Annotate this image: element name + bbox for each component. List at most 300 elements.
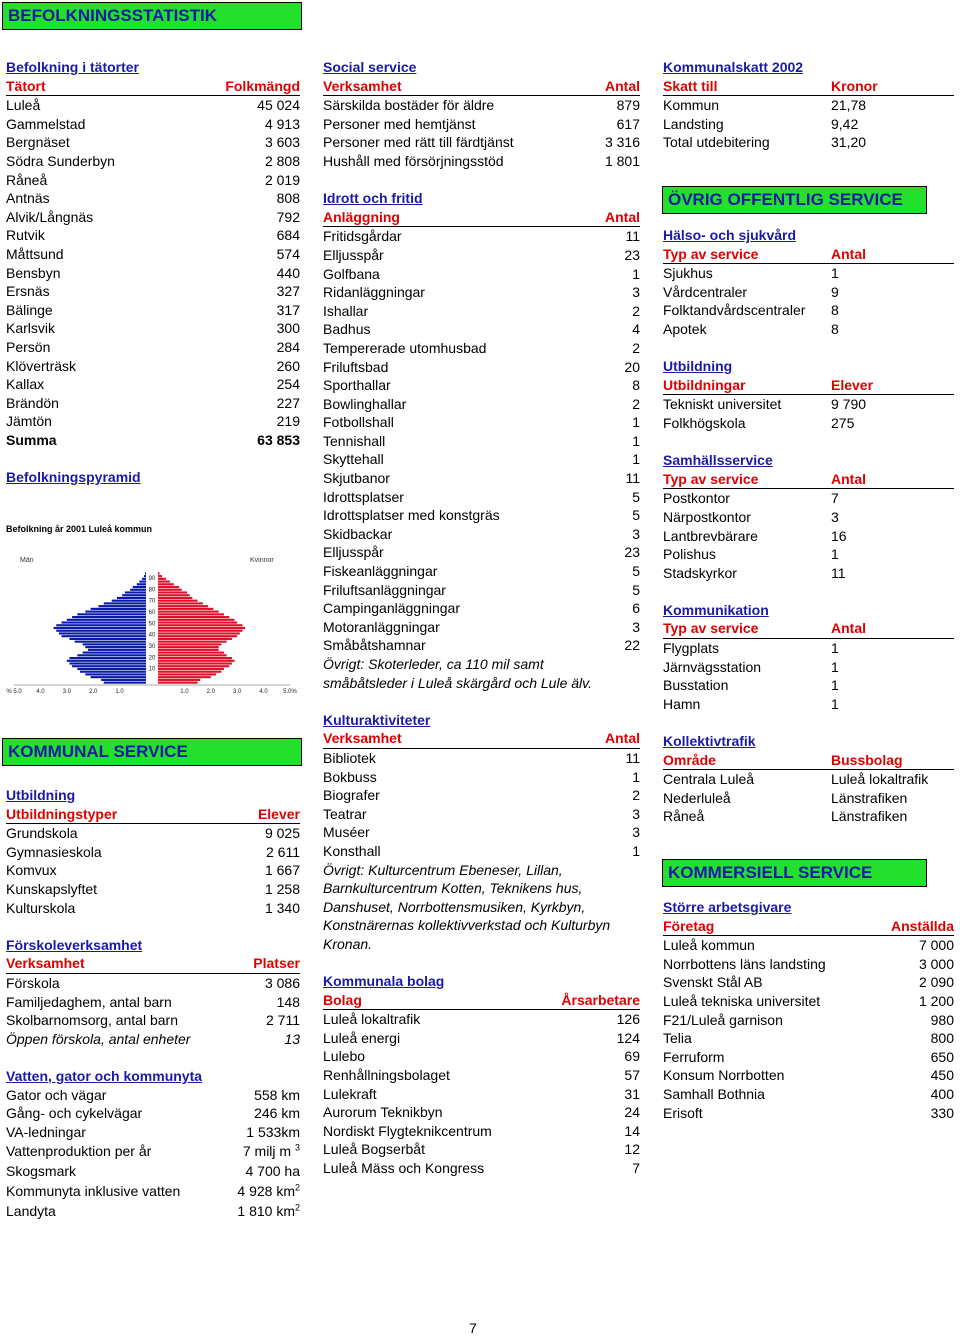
- table-row: [663, 789, 954, 808]
- table-row: [663, 264, 954, 283]
- table-cell: 31,20: [831, 134, 867, 151]
- table-cell: Luleå lokaltrafik: [831, 771, 929, 788]
- table-cell: 800: [930, 1030, 954, 1047]
- table-cell: 22: [624, 637, 640, 654]
- pyramid-right-label: Kvinnor: [250, 557, 274, 564]
- table-cell: Södra Sunderbyn: [6, 152, 115, 169]
- pyramid-bar: [158, 586, 179, 588]
- table-cell: Förskola: [6, 974, 60, 991]
- bolag-header: Bolag Årsarbetare: [323, 991, 640, 1011]
- vattenprod-row: Vattenproduktion per år 7 milj m $^3$: [6, 1142, 300, 1160]
- table-row: [323, 749, 640, 768]
- pyramid-bar: [67, 660, 146, 662]
- table-cell: 558 km: [254, 1086, 300, 1103]
- table-cell: Jämtön: [6, 413, 52, 430]
- table-row: [6, 993, 300, 1012]
- main-title: BEFOLKNINGSSTATISTIK: [8, 6, 218, 25]
- pyramid-bar: [72, 616, 146, 618]
- table-cell: Länstrafiken: [831, 808, 908, 825]
- table-cell: 3 316: [604, 134, 640, 151]
- table-cell: 1: [831, 658, 839, 675]
- pyramid-bar: [158, 682, 198, 684]
- table-row: [663, 973, 954, 992]
- table-cell: 4 913: [264, 115, 300, 132]
- table-row: [6, 1086, 300, 1105]
- pyramid-bar: [158, 575, 162, 577]
- table-cell: 1: [831, 546, 839, 563]
- pyramid-bar: [62, 635, 146, 637]
- pyramid-bar: [69, 662, 146, 664]
- ovrig-utb-title: Utbildning: [663, 358, 733, 375]
- table-cell: 2: [632, 339, 640, 356]
- table-cell: Telia: [663, 1030, 692, 1047]
- table-cell: Luleå tekniska universitet: [663, 992, 821, 1009]
- table-cell: Ridanläggningar: [323, 284, 425, 301]
- pyramid-bar: [158, 589, 182, 591]
- table-cell: 7 000: [918, 937, 954, 954]
- pyramid-chart: [6, 534, 298, 694]
- pyramid-bar: [137, 583, 146, 585]
- ovrig-utb-header: Utbildningar Elever: [663, 376, 954, 396]
- table-cell: Brändön: [6, 394, 59, 411]
- pyramid-bar: [158, 649, 219, 651]
- table-cell: 1 667: [264, 862, 300, 879]
- pyramid-age-label: 70: [148, 598, 156, 605]
- table-row: [6, 824, 300, 843]
- table-cell: 808: [276, 190, 300, 207]
- table-row: [323, 283, 640, 302]
- table-row: [6, 394, 300, 413]
- tatorter-header: Tätort Folkmängd: [6, 77, 300, 97]
- samhall-title: Samhällsservice: [663, 452, 773, 469]
- table-row: [663, 283, 954, 302]
- table-row: [323, 506, 640, 525]
- table-row: [663, 1085, 954, 1104]
- table-cell: Ishallar: [323, 302, 369, 319]
- table-cell: 7: [632, 1160, 640, 1177]
- komm-header: Typ av service Antal: [663, 619, 954, 639]
- table-cell: 275: [831, 414, 855, 431]
- vatten-table: [6, 1086, 300, 1142]
- table-cell: 879: [616, 97, 640, 114]
- table-cell: Nederluleå: [663, 789, 731, 806]
- samhall-table: [663, 489, 954, 582]
- table-cell: 650: [930, 1048, 954, 1065]
- pyramid-bar: [62, 621, 146, 623]
- kultur-title: Kulturaktiviteter: [323, 711, 431, 728]
- table-row: [323, 805, 640, 824]
- pyramid-bar: [158, 602, 203, 604]
- table-cell: 11: [625, 749, 640, 766]
- table-cell: 574: [276, 245, 300, 262]
- table-cell: 5: [632, 563, 640, 580]
- table-row: [323, 1029, 640, 1048]
- table-cell: 1: [632, 432, 640, 449]
- kommunal-content: [6, 786, 300, 1221]
- table-cell: Motoranläggningar: [323, 618, 440, 635]
- table-row: [663, 695, 954, 714]
- table-cell: 23: [624, 544, 640, 561]
- table-row: [323, 1159, 640, 1178]
- table-cell: Luleå: [6, 97, 41, 114]
- table-row: [323, 1085, 640, 1104]
- table-cell: Skjutbanor: [323, 470, 390, 487]
- table-row: [323, 227, 640, 246]
- pyramid-bar: [145, 572, 146, 574]
- table-row: [663, 1029, 954, 1048]
- table-row: [6, 861, 300, 880]
- pyramid-tick-label: % 5.0: [6, 689, 22, 694]
- page-number: 7: [469, 1320, 477, 1336]
- pyramid-bar: [158, 676, 211, 678]
- table-cell: Badhus: [323, 321, 371, 338]
- pyramid-bar: [85, 611, 146, 613]
- table-cell: 227: [276, 394, 300, 411]
- table-row: [323, 488, 640, 507]
- komm-table: [663, 639, 954, 713]
- table-cell: 23: [624, 246, 640, 263]
- pyramid-tick-label: 2.0: [89, 689, 98, 694]
- table-row: [6, 264, 300, 283]
- table-cell: 9 790: [831, 396, 867, 413]
- table-row: [323, 562, 640, 581]
- table-row: [663, 320, 954, 339]
- table-cell: 9: [831, 283, 839, 300]
- column-3: [663, 58, 954, 152]
- table-cell: Vårdcentraler: [663, 283, 748, 300]
- skogsmark-row: Skogsmark 4 700 ha: [6, 1163, 300, 1180]
- table-cell: Småbåtshamnar: [323, 637, 426, 654]
- pyramid-bar: [91, 608, 146, 610]
- table-cell: Familjedaghem, antal barn: [6, 993, 172, 1010]
- table-cell: 5: [632, 507, 640, 524]
- table-row: [663, 395, 954, 414]
- table-row: [6, 1123, 300, 1142]
- table-cell: Alvik/Långnäs: [6, 208, 94, 225]
- halso-title: Hälso- och sjukvård: [663, 227, 797, 243]
- table-row: [6, 1011, 300, 1030]
- kollektiv-header: Område Bussbolag: [663, 751, 954, 771]
- pyramid-tick-label: 5.0%: [283, 689, 297, 694]
- pyramid-left-label: Män: [20, 557, 34, 564]
- table-cell: Fotbollshall: [323, 414, 394, 431]
- social-table: [323, 96, 640, 170]
- table-cell: 11: [831, 564, 846, 581]
- pyramid-bar: [158, 630, 242, 632]
- table-row: [323, 320, 640, 339]
- table-row: [6, 152, 300, 171]
- ovrig-title-box: [662, 186, 927, 214]
- table-cell: Stadskyrkor: [663, 564, 737, 581]
- table-cell: 2 019: [264, 171, 300, 188]
- table-cell: 1: [831, 677, 839, 694]
- table-cell: Bowlinghallar: [323, 395, 407, 412]
- kommunal-title: KOMMUNAL SERVICE: [8, 742, 188, 761]
- table-cell: Konsum Norrbotten: [663, 1067, 785, 1084]
- table-row: [6, 133, 300, 152]
- komm-title: Kommunikation: [663, 601, 769, 618]
- table-row: [323, 358, 640, 377]
- table-cell: Teatrar: [323, 805, 367, 822]
- table-cell: Ersnäs: [6, 283, 50, 300]
- pyramid-bar: [158, 591, 187, 593]
- table-row: [323, 395, 640, 414]
- pyramid-title: Befolkningspyramid: [6, 469, 141, 486]
- kommersiell-content: [663, 898, 954, 1122]
- table-cell: Luleå kommun: [663, 937, 755, 954]
- pyramid-bar: [158, 572, 160, 574]
- table-cell: 1 801: [604, 152, 640, 169]
- pyramid-age-label: 50: [148, 621, 156, 628]
- table-row: [323, 302, 640, 321]
- ovrig-title: ÖVRIG OFFENTLIG SERVICE: [668, 190, 903, 209]
- table-row: [6, 189, 300, 208]
- pyramid-chart-title: Befolkning år 2001 Luleå kommun: [6, 524, 153, 534]
- table-row: [663, 807, 954, 826]
- table-cell: 300: [276, 320, 300, 337]
- table-cell: 284: [276, 338, 300, 355]
- forskola-title: Förskoleverksamhet: [6, 936, 143, 953]
- table-cell: 317: [276, 301, 300, 318]
- landyta-row: Landyta 1 810 $km^2$: [6, 1202, 300, 1220]
- table-row: [663, 770, 954, 789]
- table-cell: F21/Luleå garnison: [663, 1011, 783, 1028]
- idrott-header: Anläggning Antal: [323, 208, 640, 228]
- table-row: [663, 96, 954, 115]
- table-cell: 3: [632, 824, 640, 841]
- pyramid-bar: [77, 613, 146, 615]
- table-cell: Kunskapslyftet: [6, 880, 98, 897]
- table-cell: Idrottsplatser: [323, 488, 404, 505]
- pyramid-bar: [56, 630, 146, 632]
- table-row: [663, 115, 954, 134]
- table-row: [323, 115, 640, 134]
- table-cell: Sporthallar: [323, 377, 391, 394]
- table-cell: Länstrafiken: [831, 789, 908, 806]
- table-cell: 11: [625, 470, 640, 487]
- pyramid-tick-label: 2.0: [206, 689, 215, 694]
- table-cell: Golfbana: [323, 265, 380, 282]
- pyramid-tick-label: 1.0: [115, 689, 124, 694]
- tatorter-table: [6, 96, 300, 431]
- table-cell: 6: [632, 600, 640, 617]
- table-row: [323, 152, 640, 171]
- table-cell: 2 711: [266, 1012, 300, 1029]
- table-cell: 8: [632, 377, 640, 394]
- table-cell: Klöverträsk: [6, 357, 77, 374]
- table-cell: 12: [624, 1141, 640, 1158]
- pyramid-bar: [77, 668, 146, 670]
- table-row: [663, 545, 954, 564]
- table-cell: 11: [625, 228, 640, 245]
- table-row: [6, 974, 300, 993]
- table-row: [6, 245, 300, 264]
- table-cell: 7: [831, 490, 839, 507]
- pyramid-bar: [59, 632, 146, 634]
- table-cell: Erisoft: [663, 1104, 703, 1121]
- table-cell: 440: [276, 264, 300, 281]
- kommunal-title-box: [2, 738, 302, 766]
- table-cell: Sjukhus: [663, 265, 713, 282]
- table-cell: Luleå energi: [323, 1029, 401, 1046]
- pyramid-bar: [130, 589, 146, 591]
- pyramid-bar: [158, 654, 227, 656]
- table-row: [323, 1047, 640, 1066]
- halso-header: Typ av service Antal: [663, 245, 954, 265]
- table-cell: Norrbottens läns landsting: [663, 955, 826, 972]
- table-cell: 1: [632, 265, 640, 282]
- table-row: [663, 992, 954, 1011]
- skatt-header: Skatt till Kronor: [663, 77, 954, 97]
- pyramid-bar: [98, 605, 146, 607]
- table-cell: Lantbrevbärare: [663, 527, 758, 544]
- table-row: [6, 208, 300, 227]
- table-cell: Fritidsgårdar: [323, 228, 402, 245]
- column-1: [6, 58, 300, 487]
- table-cell: Personer med hemtjänst: [323, 115, 476, 132]
- table-cell: 9 025: [264, 825, 300, 842]
- table-row: [663, 676, 954, 695]
- table-cell: 327: [276, 283, 300, 300]
- forskola-italic-row: Öppen förskola, antal enheter 13: [6, 1030, 300, 1047]
- pyramid-bar: [158, 627, 245, 629]
- table-cell: Polishus: [663, 546, 716, 563]
- pyramid-bar: [104, 602, 146, 604]
- pyramid-bar: [101, 679, 146, 681]
- vatten-title: Vatten, gator och kommunyta: [6, 1067, 203, 1084]
- bolag-title: Kommunala bolag: [323, 973, 445, 990]
- table-row: [6, 226, 300, 245]
- table-cell: Fiskeanläggningar: [323, 563, 438, 580]
- pyramid-bar: [158, 583, 174, 585]
- table-cell: 2: [632, 302, 640, 319]
- social-header: Verksamhet Antal: [323, 77, 640, 97]
- table-cell: 2 611: [266, 843, 300, 860]
- pyramid-bar: [91, 676, 146, 678]
- table-cell: Elljusspår: [323, 246, 384, 263]
- table-cell: 21,78: [831, 97, 867, 114]
- pyramid-tick-label: 4.0: [36, 689, 45, 694]
- table-cell: 260: [276, 357, 300, 374]
- pyramid-bar: [158, 611, 219, 613]
- table-cell: Tennishall: [323, 432, 386, 449]
- table-cell: 14: [624, 1122, 640, 1139]
- table-cell: Skyttehall: [323, 451, 384, 468]
- table-cell: Hamn: [663, 695, 701, 712]
- pyramid-bar: [158, 605, 208, 607]
- pyramid-bar: [104, 682, 146, 684]
- table-cell: 4: [632, 321, 640, 338]
- table-cell: Råneå: [6, 171, 48, 188]
- pyramid-bar: [158, 635, 237, 637]
- table-cell: 219: [276, 413, 300, 430]
- table-cell: 400: [930, 1085, 954, 1102]
- pyramid-bar: [158, 673, 216, 675]
- pyramid-bar: [158, 641, 227, 643]
- table-cell: 1: [831, 695, 839, 712]
- pyramid-bar: [158, 657, 232, 659]
- pyramid-bar: [83, 643, 146, 645]
- table-row: [6, 115, 300, 134]
- table-cell: Gammelstad: [6, 115, 86, 132]
- pyramid-bar: [83, 652, 146, 654]
- table-cell: Muséer: [323, 824, 370, 841]
- skatt-title: Kommunalskatt 2002: [663, 59, 804, 75]
- kommunyta-row: Kommunyta inklusive vatten 4 928 $km^2$: [6, 1182, 300, 1200]
- table-row: [6, 357, 300, 376]
- table-cell: Kulturskola: [6, 899, 76, 916]
- table-row: [323, 768, 640, 787]
- table-cell: 1: [632, 768, 640, 785]
- table-cell: 24: [624, 1104, 640, 1121]
- table-row: [323, 376, 640, 395]
- table-cell: Antnäs: [6, 190, 50, 207]
- table-cell: 3: [632, 284, 640, 301]
- table-row: [323, 413, 640, 432]
- table-cell: Elljusspår: [323, 544, 384, 561]
- table-cell: 246 km: [254, 1105, 300, 1122]
- table-cell: 450: [930, 1067, 954, 1084]
- table-row: [6, 338, 300, 357]
- table-cell: Järnvägsstation: [663, 658, 762, 675]
- kollektiv-title: Kollektivtrafik: [663, 733, 756, 750]
- pyramid-bar: [72, 665, 146, 667]
- forskola-header: Verksamhet Platser: [6, 954, 300, 974]
- table-cell: Hushåll med försörjningsstöd: [323, 152, 504, 169]
- table-cell: Lulekraft: [323, 1085, 377, 1102]
- pyramid-bar: [158, 638, 232, 640]
- kollektiv-table: [663, 770, 954, 826]
- table-cell: 8: [831, 320, 839, 337]
- table-cell: 5: [632, 488, 640, 505]
- table-cell: Luleå Mäss och Kongress: [323, 1160, 485, 1177]
- skatt-table: [663, 96, 954, 152]
- table-cell: Bälinge: [6, 301, 53, 318]
- table-row: [663, 955, 954, 974]
- table-cell: Personer med rätt till färdtjänst: [323, 134, 514, 151]
- pyramid-bar: [142, 578, 146, 580]
- table-row: [6, 301, 300, 320]
- table-cell: 792: [276, 208, 300, 225]
- utbildning-header: Utbildningstyper Elever: [6, 805, 300, 825]
- pyramid-tick-label: 3.0: [233, 689, 242, 694]
- table-cell: Persön: [6, 338, 51, 355]
- table-cell: 684: [276, 227, 300, 244]
- idrott-table: [323, 227, 640, 655]
- table-row: [323, 1010, 640, 1029]
- pyramid-bar: [158, 679, 200, 681]
- table-row: [663, 508, 954, 527]
- utbildning-table: [6, 824, 300, 917]
- pyramid-bar: [75, 641, 146, 643]
- table-cell: 617: [616, 115, 640, 132]
- table-row: [323, 96, 640, 115]
- pyramid-bar: [88, 649, 146, 651]
- table-row: [663, 133, 954, 152]
- table-cell: Gator och vägar: [6, 1086, 107, 1103]
- table-row: [663, 1104, 954, 1123]
- table-cell: 20: [624, 358, 640, 375]
- table-cell: 126: [616, 1011, 640, 1028]
- table-cell: 16: [831, 527, 847, 544]
- pyramid-bar: [158, 600, 198, 602]
- idrott-title: Idrott och fritid: [323, 190, 423, 207]
- table-cell: 2 090: [918, 974, 954, 991]
- table-cell: 57: [624, 1067, 640, 1084]
- table-row: [663, 414, 954, 433]
- table-cell: 2 808: [264, 152, 300, 169]
- table-cell: Busstation: [663, 677, 729, 694]
